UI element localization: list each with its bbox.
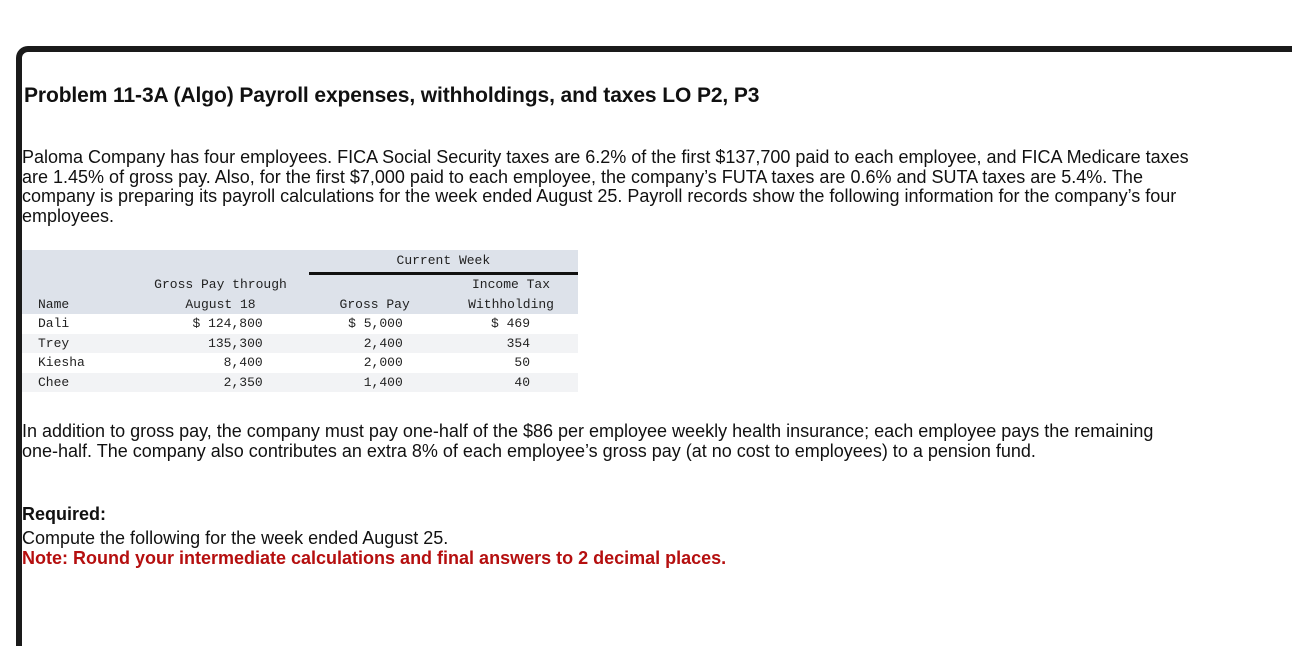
gross-pay-value: 2,400 (309, 334, 425, 354)
gross-pay-header: Gross Pay (309, 295, 425, 315)
income-tax-header-line1: Income Tax (425, 274, 578, 295)
name-header: Name (22, 295, 132, 315)
gross-pay-through-value: 2,350 (132, 373, 308, 393)
gross-pay-value: 1,400 (309, 373, 425, 393)
income-tax-value: 40 (425, 373, 578, 393)
current-week-header: Current Week (309, 250, 578, 274)
rounding-note: Note: Round your intermediate calculations and final answers to 2 decimal places. (22, 548, 727, 568)
intro-paragraph: Paloma Company has four employees. FICA Social Security taxes are 6.2% of the first $137,700 paid to each employee, and FICA Medicare taxes are 1.45% of gross pay. Also, for the first $7,000 paid to each employee, the company’s FUTA taxes are 0.6% and SUTA taxes are 5.4%. The company is preparing its payroll calculations for the week ended August 25. Payroll records show the following information for the company’s four employees. (22, 147, 1189, 226)
table-row (22, 353, 578, 373)
gross-pay-through-header-line2: August 18 (132, 295, 308, 315)
required-label: Required: (22, 504, 107, 524)
employee-name: Trey (22, 334, 132, 354)
table-group-header-row (22, 250, 578, 274)
employee-name: Kiesha (38, 355, 85, 370)
income-tax-header-line2: Withholding (425, 295, 578, 315)
employee-name: Chee (22, 373, 132, 393)
payroll-table (22, 250, 578, 392)
table-row (22, 314, 578, 334)
gross-pay-through-value: $ 124,800 (192, 316, 263, 331)
gross-pay-value: 2,000 (363, 355, 403, 370)
income-tax-value: 354 (425, 334, 578, 354)
table-row (22, 373, 578, 393)
problem-title: Problem 11-3A (Algo) Payroll expenses, withholdings, and taxes LO P2, P3 (24, 84, 760, 107)
table-row (22, 334, 578, 354)
gross-pay-through-header-line1: Gross Pay through (132, 274, 308, 295)
second-paragraph: In addition to gross pay, the company must pay one-half of the $86 per employee weekly health insurance; each employee pays the remaining one-half. The company also contributes an extra 8% of each employee’s gross pay (at no cost to employees) to a pension fund. (22, 421, 1154, 461)
gross-pay-through-value: 8,400 (223, 355, 263, 370)
income-tax-value: 50 (514, 355, 530, 370)
employee-name: Dali (38, 316, 70, 331)
required-text: Compute the following for the week ended August 25. (22, 528, 449, 548)
table-header-row-2 (22, 295, 578, 315)
gross-pay-value: $ 5,000 (348, 316, 403, 331)
income-tax-value: $ 469 (490, 316, 530, 331)
table-header-row-1 (22, 274, 578, 295)
gross-pay-through-value: 135,300 (132, 334, 308, 354)
